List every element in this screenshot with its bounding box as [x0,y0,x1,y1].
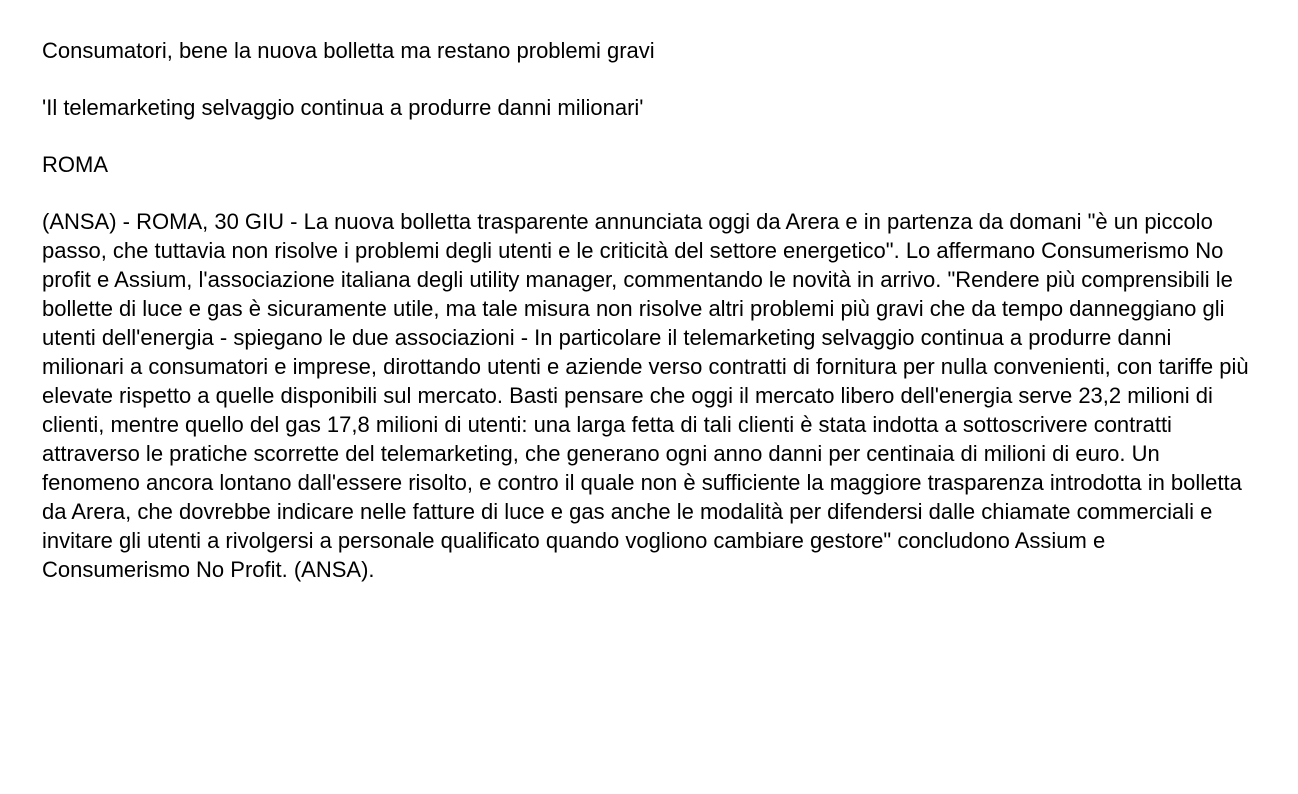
article-body: (ANSA) - ROMA, 30 GIU - La nuova bolletta trasparente annunciata oggi da Arera e in partenza da domani "è un piccolo passo, che tuttavia non risolve i problemi degli utenti e le criticità del settore energetico". Lo affermano Consumerismo No profit e Assium, l'associazione italiana degli utility manager, commentando le novità in arrivo. "Rendere più comprensibili le bollette di luce e gas è sicuramente utile, ma tale misura non risolve altri problemi più gravi che da tempo danneggiano gli utenti dell'energia - spiegano le due associazioni - In particolare il telemarketing selvaggio continua a produrre danni milionari a consumatori e imprese, dirottando utenti e aziende verso contratti di fornitura per nulla convenienti, con tariffe più elevate rispetto a quelle disponibili sul mercato. Basti pensare che oggi il mercato libero dell'energia serve 23,2 milioni di clienti, mentre quello del gas 17,8 milioni di utenti: una larga fetta di tali clienti è stata indotta a sottoscrivere contratti attraverso le pratiche scorrette del telemarketing, che generano ogni anno danni per centinaia di milioni di euro. Un fenomeno ancora lontano dall'essere risolto, e contro il quale non è sufficiente la maggiore trasparenza introdotta in bolletta da Arera, che dovrebbe indicare nelle fatture di luce e gas anche le modalità per difendersi dalle chiamate commerciali e invitare gli utenti a rivolgersi a personale qualificato quando vogliono cambiare gestore" concludono Assium e Consumerismo No Profit. (ANSA). [42,209,1249,582]
article-dateline: ROMA [42,152,108,177]
article-subheadline: 'Il telemarketing selvaggio continua a produrre danni milionari' [42,95,644,120]
article-headline: Consumatori, bene la nuova bolletta ma restano problemi gravi [42,38,655,63]
